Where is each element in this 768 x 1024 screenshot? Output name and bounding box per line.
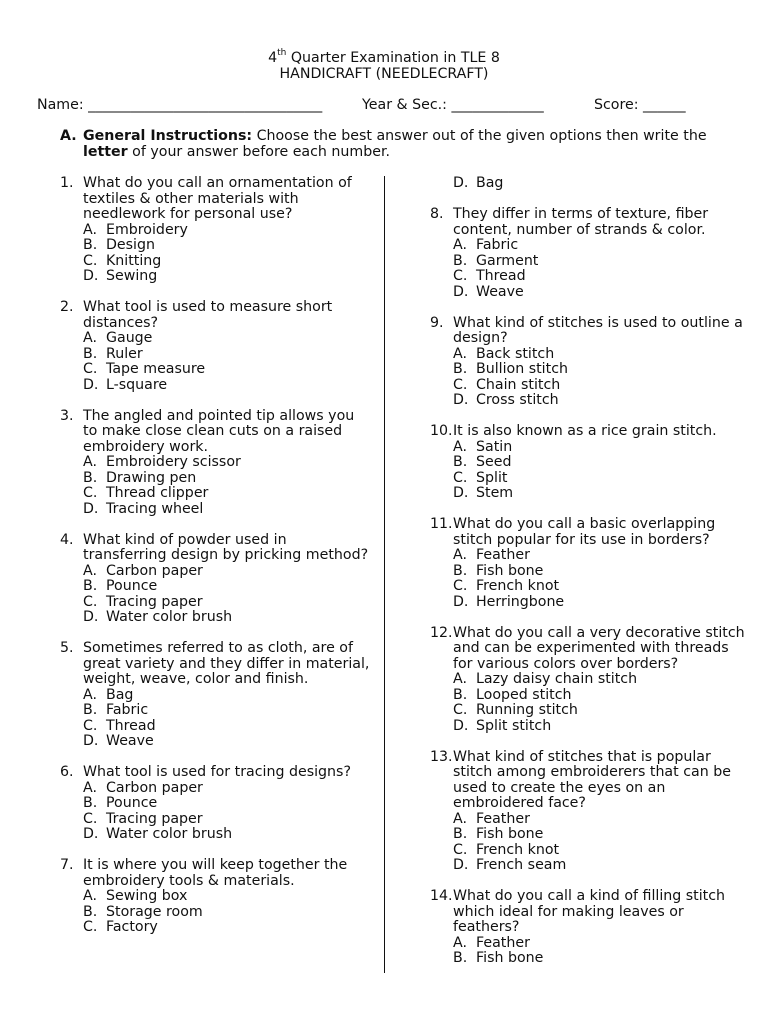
answer-option	[83, 486, 372, 502]
answer-option	[453, 579, 745, 595]
answer-option	[83, 812, 372, 828]
option-letter: A.	[453, 547, 467, 563]
exam-title-ordinal-suffix: th	[277, 48, 287, 59]
answer-option	[453, 858, 745, 874]
instructions-section-letter: A.	[60, 128, 77, 144]
answer-option	[83, 734, 372, 750]
answer-option	[83, 362, 372, 378]
exam-title-rest: Quarter Examination in TLE 8	[286, 50, 500, 66]
answer-option	[83, 781, 372, 797]
question-number: 11.	[430, 516, 453, 532]
question-item	[60, 533, 372, 626]
left-question-column	[60, 176, 372, 951]
option-letter: B.	[83, 345, 98, 362]
option-text: Gauge	[106, 330, 153, 346]
answer-option	[453, 672, 745, 688]
option-letter: C.	[83, 485, 98, 501]
option-letter: B.	[453, 361, 468, 377]
answer-option	[453, 176, 745, 192]
option-text: Weave	[106, 733, 154, 749]
answer-options	[453, 936, 745, 967]
answer-option	[453, 548, 745, 564]
answer-option	[83, 595, 372, 611]
option-text: Garment	[476, 252, 539, 269]
answer-option	[83, 238, 372, 254]
question-number: 2.	[60, 299, 74, 315]
option-text: Split	[476, 469, 508, 486]
column-divider	[384, 176, 385, 973]
option-text: Feather	[476, 934, 530, 951]
score-field[interactable]: Score: ______	[594, 97, 686, 113]
option-text: Knitting	[106, 252, 162, 269]
answer-option	[83, 455, 372, 471]
option-text: Fish bone	[476, 826, 544, 842]
option-letter: D.	[453, 392, 469, 408]
question-text: What do you call an ornamentation of textiles & other materials with needlework for personal use?	[83, 175, 352, 222]
option-letter: C.	[83, 593, 98, 610]
option-text: Carbon paper	[106, 562, 203, 579]
answer-option	[453, 688, 745, 704]
question-text: What tool is used to measure short distances?	[83, 299, 333, 331]
option-letter: A.	[83, 562, 97, 579]
option-text: Tape measure	[106, 361, 206, 377]
answer-options	[83, 223, 372, 285]
answer-option	[83, 889, 372, 905]
answer-option	[453, 254, 745, 270]
question-text: What do you call a kind of filling stitch which ideal for making leaves or feathers?	[453, 888, 726, 935]
answer-options	[453, 812, 745, 874]
answer-option	[83, 905, 372, 921]
option-letter: D.	[83, 268, 99, 284]
option-letter: B.	[83, 578, 98, 594]
instructions-label: General Instructions:	[83, 128, 253, 144]
option-letter: A.	[83, 686, 97, 703]
question-item	[430, 207, 745, 300]
option-text: Satin	[476, 438, 513, 455]
option-letter: A.	[453, 810, 467, 827]
question-number: 12.	[430, 624, 453, 641]
answer-options	[453, 238, 745, 300]
answer-option	[453, 703, 745, 719]
year-section-field[interactable]: Year & Sec.: _____________	[362, 97, 544, 113]
answer-option	[453, 471, 745, 487]
option-text: Running stitch	[476, 702, 578, 718]
option-letter: D.	[453, 717, 469, 734]
option-letter: B.	[83, 795, 98, 811]
answer-option	[83, 703, 372, 719]
question-text: Sometimes referred to as cloth, are of great variety and they differ in material, weight, weave, color and finish.	[83, 640, 370, 687]
answer-option	[83, 269, 372, 285]
option-text: Back stitch	[476, 345, 555, 362]
question-number: 5.	[60, 640, 74, 656]
option-letter: D.	[453, 857, 469, 873]
option-letter: B.	[83, 702, 98, 718]
option-text: Seed	[476, 454, 512, 470]
option-letter: C.	[83, 361, 98, 377]
question-text: What kind of stitches is used to outline a design?	[453, 314, 743, 346]
option-letter: C.	[453, 469, 468, 486]
question-number: 13.	[430, 748, 453, 765]
answer-option	[453, 238, 745, 254]
option-text: Bullion stitch	[476, 361, 568, 377]
question-item	[60, 409, 372, 518]
option-text: Pounce	[106, 795, 158, 811]
option-letter: C.	[83, 810, 98, 827]
question-item	[430, 750, 745, 874]
answer-option	[453, 564, 745, 580]
option-text: Herringbone	[476, 593, 565, 610]
question-text: What do you call a very decorative stitch and can be experimented with threads for various colors over borders?	[453, 624, 745, 672]
question-item	[430, 316, 745, 409]
option-letter: A.	[83, 454, 97, 470]
option-text: French seam	[476, 857, 567, 873]
option-letter: B.	[453, 562, 468, 579]
option-text: L-square	[106, 376, 168, 393]
question-number: 4.	[60, 531, 74, 548]
question-item	[60, 176, 372, 285]
answer-options	[453, 347, 745, 409]
answer-option	[83, 610, 372, 626]
option-letter: C.	[83, 919, 98, 935]
answer-option	[453, 347, 745, 363]
option-text: Lazy daisy chain stitch	[476, 671, 638, 687]
student-info-fields	[0, 98, 768, 114]
answer-option	[453, 285, 745, 301]
option-letter: C.	[83, 717, 98, 734]
option-letter: C.	[453, 268, 468, 284]
option-text: Sewing	[106, 268, 158, 284]
option-letter: B.	[83, 469, 98, 486]
option-text: Storage room	[106, 903, 203, 920]
option-text: Thread clipper	[106, 485, 209, 501]
option-text: Ruler	[106, 345, 143, 362]
question-continuation	[430, 176, 745, 192]
option-letter: B.	[453, 686, 468, 703]
option-letter: C.	[83, 252, 98, 269]
answer-option	[83, 796, 372, 812]
option-text: Fish bone	[476, 950, 544, 966]
question-number: 6.	[60, 764, 74, 780]
answer-option	[83, 331, 372, 347]
option-text: Fabric	[106, 702, 149, 718]
question-item	[430, 517, 745, 610]
answer-options	[83, 889, 372, 936]
option-text: Water color brush	[106, 609, 233, 625]
option-letter: A.	[453, 237, 467, 253]
answer-option	[453, 362, 745, 378]
option-letter: B.	[453, 454, 468, 470]
option-letter: D.	[83, 609, 99, 625]
option-letter: D.	[453, 175, 469, 191]
option-text: Sewing box	[106, 888, 188, 904]
right-question-column	[430, 176, 745, 982]
question-number: 10.	[430, 423, 453, 439]
option-letter: C.	[453, 702, 468, 718]
option-text: French knot	[476, 841, 560, 858]
option-text: Cross stitch	[476, 392, 559, 408]
option-letter: A.	[453, 671, 467, 687]
question-text: What kind of stitches that is popular stitch among embroiderers that can be used to create the eyes on an embroidered face?	[453, 748, 731, 811]
answer-option	[83, 688, 372, 704]
option-letter: A.	[453, 438, 467, 455]
question-item	[60, 641, 372, 750]
option-letter: A.	[453, 345, 467, 362]
option-text: Bag	[106, 686, 134, 703]
answer-option	[83, 223, 372, 239]
question-number: 7.	[60, 857, 74, 873]
option-text: Fabric	[476, 237, 519, 253]
question-number: 8.	[430, 206, 444, 222]
instructions-text	[83, 129, 740, 160]
answer-options	[453, 440, 745, 502]
answer-option	[83, 827, 372, 843]
question-item	[430, 889, 745, 967]
exam-subtitle: HANDICRAFT (NEEDLECRAFT)	[279, 66, 489, 82]
answer-option	[83, 378, 372, 394]
answer-option	[453, 378, 745, 394]
option-letter: C.	[453, 841, 468, 858]
option-text: Chain stitch	[476, 376, 561, 393]
option-text: Thread	[476, 268, 526, 284]
option-text: French knot	[476, 578, 560, 594]
question-number: 9.	[430, 314, 444, 331]
answer-options	[83, 688, 372, 750]
answer-option	[83, 502, 372, 518]
answer-options	[83, 455, 372, 517]
option-letter: D.	[83, 500, 99, 517]
answer-options	[83, 331, 372, 393]
option-letter: D.	[83, 376, 99, 393]
option-text: Design	[106, 237, 155, 253]
question-text: It is also known as a rice grain stitch.	[453, 423, 717, 439]
answer-option	[453, 486, 745, 502]
option-text: Water color brush	[106, 826, 233, 842]
question-number: 1.	[60, 175, 74, 191]
answer-option	[453, 951, 745, 967]
instructions-emphasis: letter	[83, 143, 128, 160]
option-letter: B.	[453, 950, 468, 966]
option-letter: A.	[453, 934, 467, 951]
option-text: Feather	[476, 547, 530, 563]
option-letter: A.	[83, 888, 97, 904]
option-text: Looped stitch	[476, 686, 572, 703]
answer-option	[453, 843, 745, 859]
option-text: Embroidery scissor	[106, 454, 241, 470]
option-letter: A.	[83, 330, 97, 346]
answer-options	[83, 564, 372, 626]
option-text: Feather	[476, 810, 530, 827]
option-text: Factory	[106, 919, 158, 935]
answer-option	[83, 564, 372, 580]
answer-option	[83, 347, 372, 363]
question-item	[60, 300, 372, 393]
option-letter: D.	[453, 593, 469, 610]
option-letter: D.	[453, 283, 469, 300]
instructions-text-before: Choose the best answer out of the given options then write the	[252, 128, 707, 144]
option-letter: D.	[453, 485, 469, 501]
instructions-text-after: of your answer before each number.	[127, 143, 391, 160]
question-item	[60, 858, 372, 936]
question-text: What do you call a basic overlapping stitch popular for its use in borders?	[453, 516, 716, 548]
question-number: 3.	[60, 407, 74, 424]
option-letter: C.	[453, 376, 468, 393]
answer-options	[453, 672, 745, 734]
option-letter: B.	[453, 826, 468, 842]
question-text: What tool is used for tracing designs?	[83, 764, 351, 780]
question-item	[430, 424, 745, 502]
option-text: Weave	[476, 283, 524, 300]
question-text: It is where you will keep together the embroidery tools & materials.	[83, 857, 348, 889]
option-letter: D.	[83, 733, 99, 749]
option-text: Stem	[476, 485, 514, 501]
option-letter: D.	[83, 826, 99, 842]
option-text: Embroidery	[106, 221, 188, 238]
option-text: Tracing paper	[106, 810, 203, 827]
question-number: 14.	[430, 888, 453, 904]
question-text: They differ in terms of texture, fiber content, number of strands & color.	[453, 206, 709, 238]
option-text: Thread	[106, 717, 156, 734]
question-text: The angled and pointed tip allows you to make close clean cuts on a raised embroidery work.	[83, 407, 355, 455]
answer-option	[83, 719, 372, 735]
answer-option	[453, 455, 745, 471]
general-instructions	[60, 129, 740, 160]
option-letter: B.	[83, 903, 98, 920]
answer-option	[83, 579, 372, 595]
option-letter: A.	[83, 779, 97, 796]
answer-option	[453, 393, 745, 409]
answer-option	[83, 471, 372, 487]
answer-options	[83, 781, 372, 843]
answer-option	[453, 269, 745, 285]
option-text: Tracing wheel	[106, 500, 204, 517]
option-text: Drawing pen	[106, 469, 197, 486]
option-letter: C.	[453, 578, 468, 594]
answer-option	[453, 595, 745, 611]
exam-title-quarter-number: 4	[268, 50, 278, 66]
question-text: What kind of powder used in transferring design by pricking method?	[83, 531, 369, 563]
question-item	[430, 626, 745, 735]
answer-option	[453, 827, 745, 843]
option-text: Carbon paper	[106, 779, 203, 796]
option-text: Fish bone	[476, 562, 544, 579]
answer-options	[453, 176, 745, 192]
answer-option	[83, 920, 372, 936]
answer-option	[453, 936, 745, 952]
option-text: Tracing paper	[106, 593, 203, 610]
option-letter: A.	[83, 221, 97, 238]
option-text: Bag	[476, 175, 504, 191]
name-field[interactable]: Name: _________________________________	[37, 97, 323, 113]
option-letter: B.	[453, 252, 468, 269]
answer-option	[453, 440, 745, 456]
answer-option	[453, 719, 745, 735]
option-letter: B.	[83, 237, 98, 253]
answer-option	[83, 254, 372, 270]
exam-title	[0, 48, 768, 67]
option-text: Pounce	[106, 578, 158, 594]
answer-option	[453, 812, 745, 828]
option-text: Split stitch	[476, 717, 552, 734]
answer-options	[453, 548, 745, 610]
question-item	[60, 765, 372, 843]
